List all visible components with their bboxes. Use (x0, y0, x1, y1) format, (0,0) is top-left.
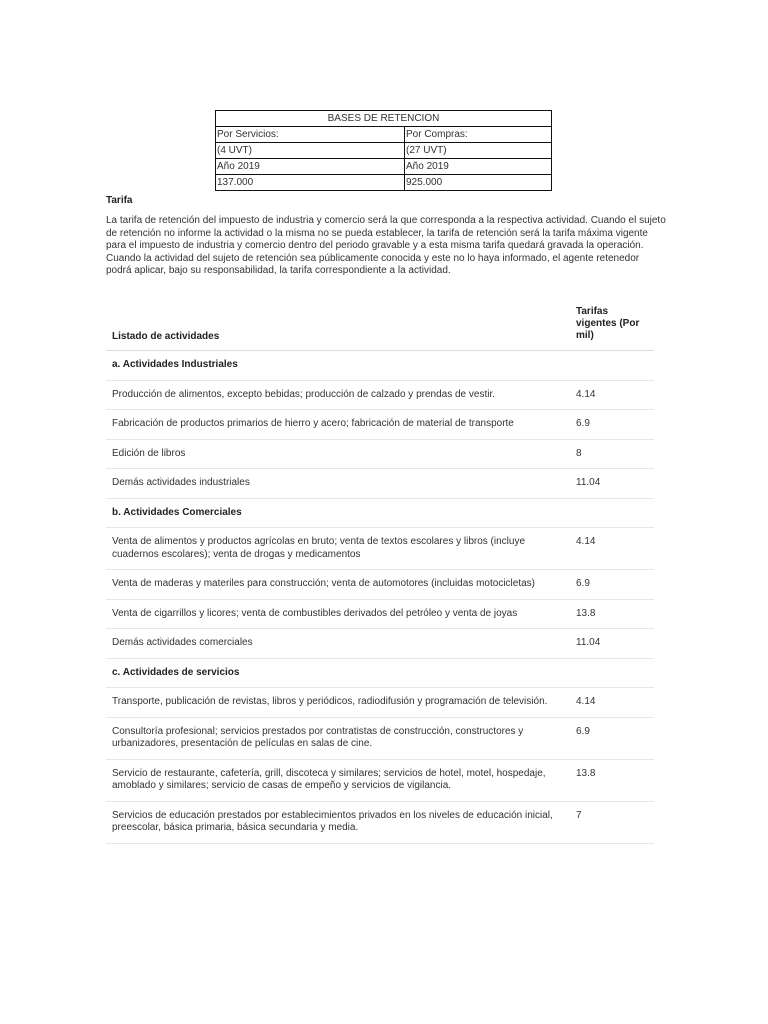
bases-cell: (27 UVT) (405, 143, 552, 159)
section-title: a. Actividades Industriales (106, 351, 570, 381)
section-row (106, 658, 654, 688)
rate-cell: 4.14 (570, 528, 654, 570)
rate-cell: 7 (570, 801, 654, 843)
rate-cell: 13.8 (570, 759, 654, 801)
tarifa-paragraph-2: Cuando la actividad del sujeto de retención sea públicamente conocida y este no lo haya informado, el agente retenedor podrá aplicar, bajo su responsabilidad, la tarifa correspondiente a la actividad. (106, 252, 640, 276)
bases-title-row (216, 111, 552, 127)
table-row (106, 688, 654, 718)
rate-cell: 6.9 (570, 570, 654, 600)
activity-cell: Demás actividades industriales (106, 469, 570, 499)
table-row (106, 380, 654, 410)
activity-cell: Edición de libros (106, 439, 570, 469)
tarifa-paragraph-1: La tarifa de retención del impuesto de industria y comercio será la que corresponda a la respectiva actividad. Cuando el sujeto de retención no informe la actividad o la misma no se pueda establecer, la tarifa de retención será la tarifa máxima vigente para el impuesto de industria y comercio dentro del periodo gravable y a esta misma tarifa quedará gravada la operación. (106, 215, 666, 251)
rates-column-header: Tarifas vigentes (Por mil) (570, 300, 654, 351)
table-row (106, 528, 654, 570)
bases-row (216, 175, 552, 191)
activity-cell: Transporte, publicación de revistas, libros y periódicos, radiodifusión y programación de televisión. (106, 688, 570, 718)
bases-cell: Año 2019 (216, 159, 405, 175)
bases-row (216, 127, 552, 143)
section-row (106, 498, 654, 528)
activity-cell: Venta de maderas y materiles para construcción; venta de automotores (incluidas motocicletas) (106, 570, 570, 600)
table-row (106, 599, 654, 629)
rate-cell: 6.9 (570, 717, 654, 759)
table-row (106, 629, 654, 659)
table-row (106, 570, 654, 600)
table-row (106, 439, 654, 469)
activity-cell: Fabricación de productos primarios de hierro y acero; fabricación de material de transporte (106, 410, 570, 440)
rate-cell: 4.14 (570, 380, 654, 410)
rate-cell: 13.8 (570, 599, 654, 629)
section-title: b. Actividades Comerciales (106, 498, 570, 528)
bases-cell: 925.000 (405, 175, 552, 191)
bases-cell: (4 UVT) (216, 143, 405, 159)
activity-cell: Servicios de educación prestados por establecimientos privados en los niveles de educación inicial, preescolar, básica primaria, básica secundaria y media. (106, 801, 570, 843)
bases-cell: Por Servicios: (216, 127, 405, 143)
rate-cell: 4.14 (570, 688, 654, 718)
activities-column-header: Listado de actividades (106, 300, 570, 351)
activity-cell: Venta de alimentos y productos agrícolas en bruto; venta de textos escolares y libros (incluye cuadernos escolares); venta de drogas y medicamentos (106, 528, 570, 570)
section-title: c. Actividades de servicios (106, 658, 570, 688)
rate-cell: 11.04 (570, 469, 654, 499)
activities-table (106, 300, 654, 844)
tarifa-heading: Tarifa (106, 195, 133, 206)
table-row (106, 801, 654, 843)
bases-cell: 137.000 (216, 175, 405, 191)
section-rate-empty (570, 351, 654, 381)
rate-cell: 8 (570, 439, 654, 469)
activity-cell: Demás actividades comerciales (106, 629, 570, 659)
activity-cell: Consultoría profesional; servicios prestados por contratistas de construcción, constructores y urbanizadores, presentación de películas en salas de cine. (106, 717, 570, 759)
table-row (106, 717, 654, 759)
bases-row (216, 143, 552, 159)
table-row (106, 469, 654, 499)
table-row (106, 759, 654, 801)
activity-cell: Servicio de restaurante, cafetería, grill, discoteca y similares; servicios de hotel, motel, hospedaje, amoblado y similares; servicio de casas de empeño y servicios de vigilancia. (106, 759, 570, 801)
rate-cell: 6.9 (570, 410, 654, 440)
table-row (106, 410, 654, 440)
bases-cell: Por Compras: (405, 127, 552, 143)
rate-cell: 11.04 (570, 629, 654, 659)
bases-row (216, 159, 552, 175)
section-rate-empty (570, 498, 654, 528)
tarifa-description (106, 215, 666, 278)
section-row (106, 351, 654, 381)
section-rate-empty (570, 658, 654, 688)
bases-table (215, 110, 552, 191)
activities-header-row (106, 300, 654, 351)
bases-cell: Año 2019 (405, 159, 552, 175)
bases-title: BASES DE RETENCION (216, 111, 552, 127)
activity-cell: Venta de cigarrillos y licores; venta de combustibles derivados del petróleo y venta de joyas (106, 599, 570, 629)
activities-body (106, 351, 654, 844)
activity-cell: Producción de alimentos, excepto bebidas; producción de calzado y prendas de vestir. (106, 380, 570, 410)
